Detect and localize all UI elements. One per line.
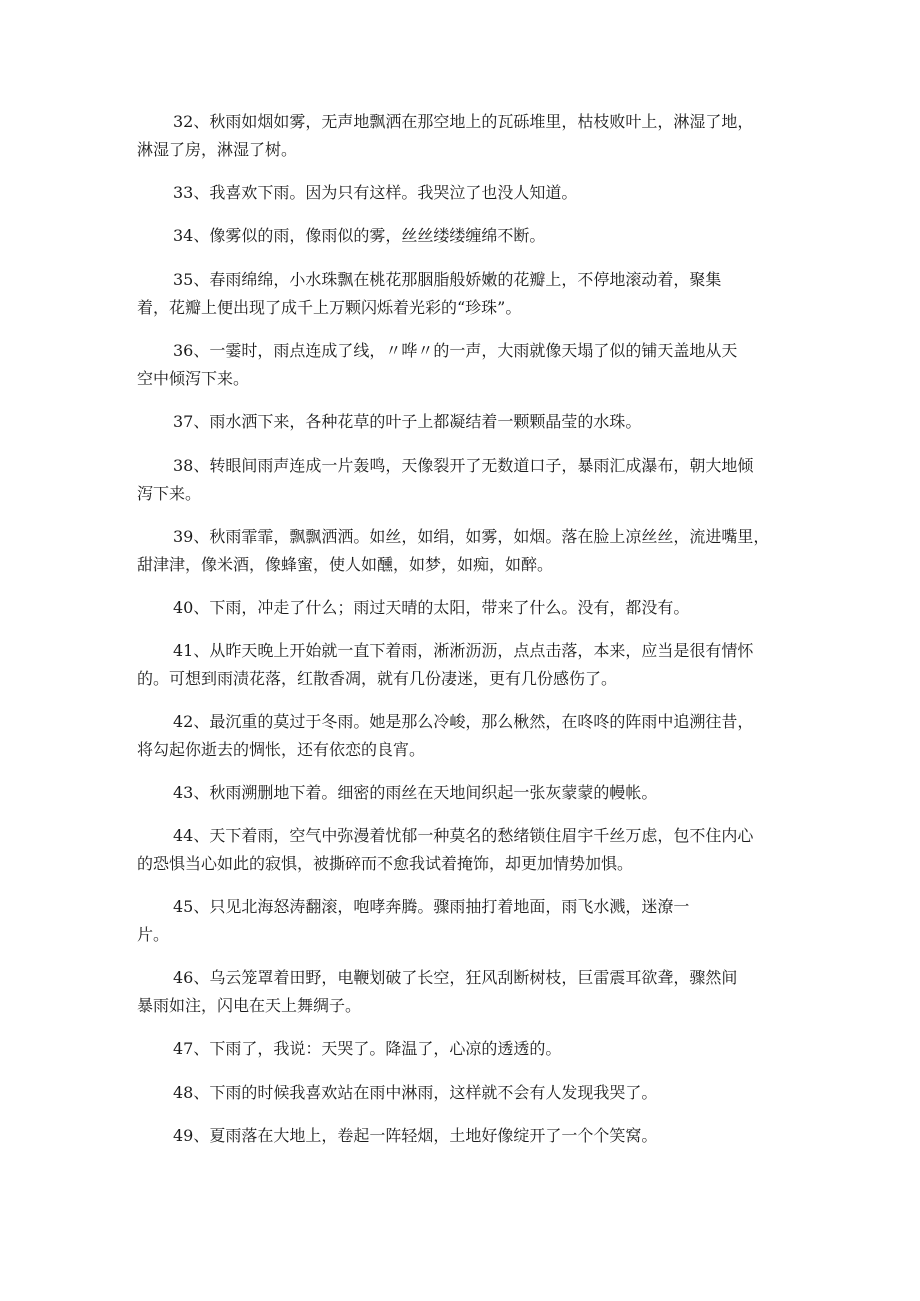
paragraph-45: [137, 893, 807, 949]
paragraph-34: [137, 222, 807, 250]
paragraph-line: 49、夏雨落在大地上，卷起一阵轻烟，土地好像绽开了一个个笑窝。: [173, 1126, 658, 1145]
paragraph-line: 46、乌云笼罩着田野，电鞭划破了长空，狂风刮断树枝，巨雷震耳欲聋，骤然间: [173, 968, 738, 987]
paragraph-43: [137, 779, 807, 807]
paragraph-46: [137, 964, 807, 1020]
paragraph-line: 的。可想到雨渍花落，红散香凋，就有几份凄迷，更有几份感伤了。: [137, 669, 618, 688]
paragraph-33: [137, 179, 807, 207]
paragraph-39: [137, 523, 807, 579]
paragraph-line: 36、一霎时，雨点连成了线，〃哗〃的一声，大雨就像天塌了似的铺天盖地从天: [173, 341, 738, 360]
paragraph-line: 着，花瓣上便出现了成千上万颗闪烁着光彩的“珍珠”。: [137, 298, 522, 317]
paragraph-line: 38、转眼间雨声连成一片轰鸣，天像裂开了无数道口子，暴雨汇成瀑布，朝大地倾: [173, 456, 754, 475]
paragraph-line: 33、我喜欢下雨。因为只有这样。我哭泣了也没人知道。: [173, 183, 578, 202]
paragraph-line: 45、只见北海怒涛翻滚，咆哮奔腾。骤雨抽打着地面，雨飞水溅，迷潦一: [173, 897, 690, 916]
paragraph-line: 40、下雨，冲走了什么；雨过天晴的太阳，带来了什么。没有，都没有。: [173, 598, 690, 617]
paragraph-47: [137, 1035, 807, 1063]
paragraph-41: [137, 637, 807, 693]
paragraph-line: 47、下雨了，我说：天哭了。降温了，心凉的透透的。: [173, 1039, 562, 1058]
paragraph-42: [137, 708, 807, 764]
paragraph-line: 35、春雨绵绵，小水珠飘在桃花那胭脂般娇嫩的花瓣上，不停地滚动着，聚集: [173, 270, 722, 289]
paragraph-44: [137, 822, 807, 878]
paragraph-line: 32、秋雨如烟如雾，无声地飘洒在那空地上的瓦砾堆里，枯枝败叶上，淋湿了地，: [173, 112, 754, 131]
paragraph-48: [137, 1079, 807, 1107]
paragraph-38: [137, 452, 807, 508]
paragraph-49: [137, 1122, 807, 1150]
paragraph-35: [137, 266, 807, 322]
paragraph-line: 泻下来。: [137, 484, 202, 503]
paragraph-line: 的恐惧当心如此的寂惧，被撕碎而不愈我试着掩饰，却更加情势加惧。: [137, 854, 634, 873]
paragraph-line: 暴雨如注，闪电在天上舞绸子。: [137, 996, 362, 1015]
paragraph-line: 48、下雨的时候我喜欢站在雨中淋雨，这样就不会有人发现我哭了。: [173, 1083, 658, 1102]
paragraph-line: 淋湿了房，淋湿了树。: [137, 140, 298, 159]
paragraph-36: [137, 337, 807, 393]
paragraph-line: 39、秋雨霏霏，飘飘洒洒。如丝，如绢，如雾，如烟。落在脸上凉丝丝，流进嘴里，: [173, 527, 770, 546]
paragraph-line: 甜津津，像米酒，像蜂蜜，使人如醺，如梦，如痴，如醉。: [137, 555, 554, 574]
paragraph-line: 空中倾泻下来。: [137, 369, 250, 388]
paragraph-32: [137, 108, 807, 164]
paragraph-line: 37、雨水洒下来，各种花草的叶子上都凝结着一颗颗晶莹的水珠。: [173, 412, 642, 431]
paragraph-line: 片。: [137, 925, 170, 944]
paragraph-line: 43、秋雨溯删地下着。细密的雨丝在天地间织起一张灰蒙蒙的幔帐。: [173, 783, 658, 802]
paragraph-line: 41、从昨天晚上开始就一直下着雨，淅淅沥沥，点点击落，本来，应当是很有情怀: [173, 641, 754, 660]
paragraph-line: 44、天下着雨，空气中弥漫着忧郁一种莫名的愁绪锁住眉宇千丝万虑，包不住内心: [173, 826, 754, 845]
paragraph-line: 将勾起你逝去的惆怅，还有依恋的良宵。: [137, 740, 426, 759]
paragraph-line: 42、最沉重的莫过于冬雨。她是那么冷峻，那么楸然，在咚咚的阵雨中追溯往昔，: [173, 712, 754, 731]
paragraph-37: [137, 408, 807, 436]
paragraph-40: [137, 594, 807, 622]
paragraph-line: 34、像雾似的雨，像雨似的雾，丝丝缕缕缠绵不断。: [173, 226, 546, 245]
